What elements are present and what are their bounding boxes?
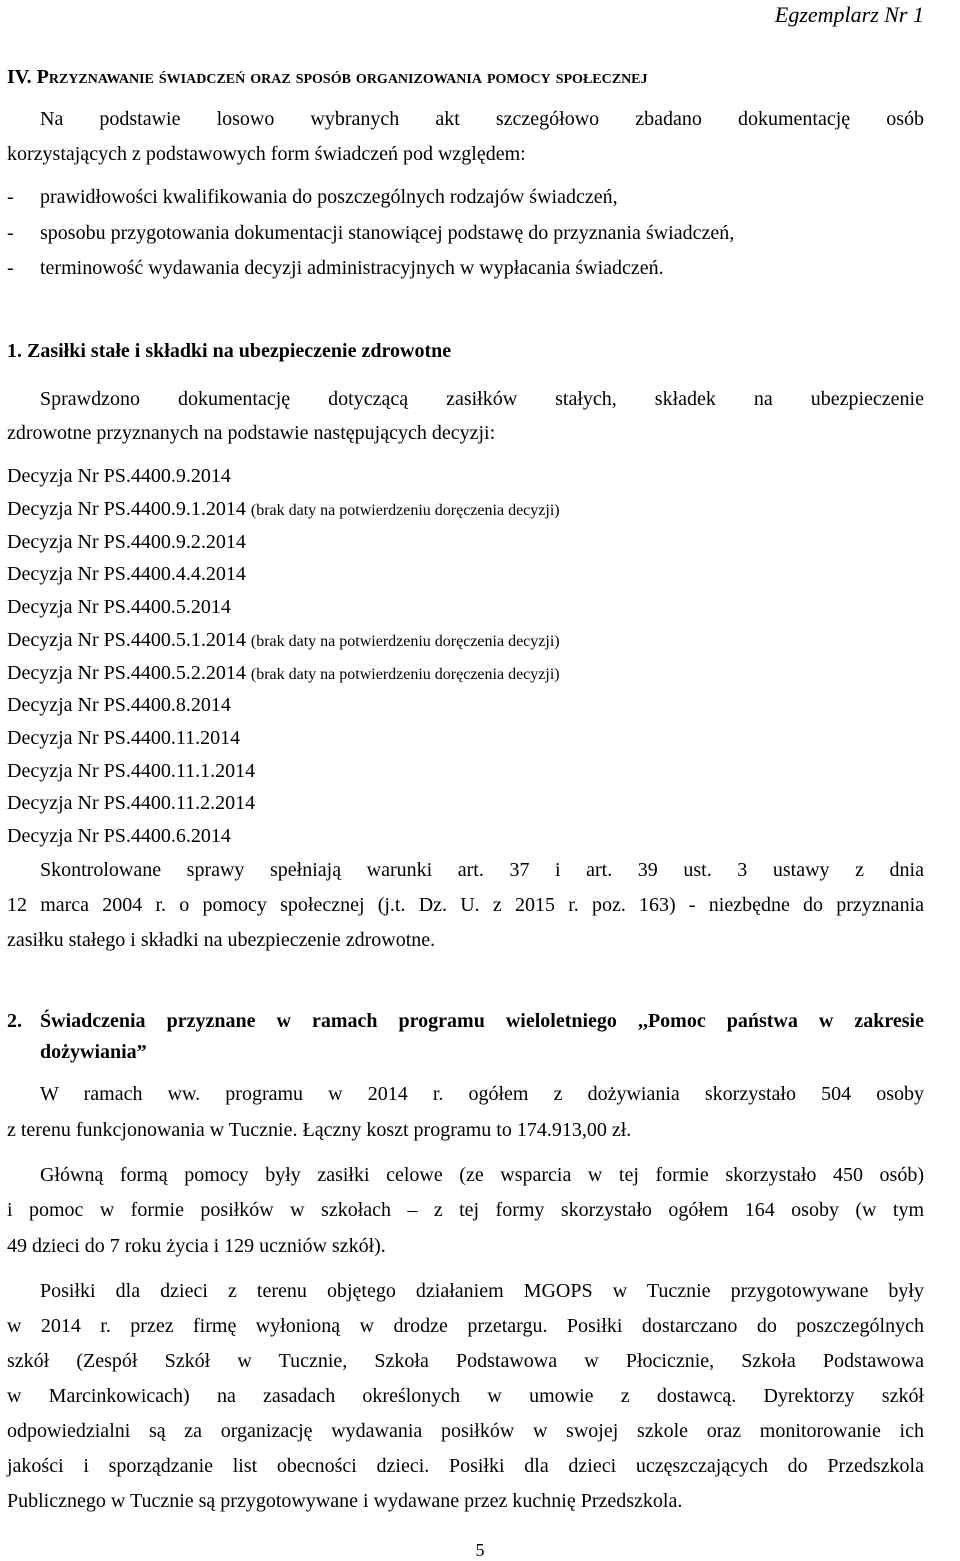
- section-heading: [7, 66, 648, 89]
- decision-item: [7, 792, 255, 815]
- sub2-p3-line-5: odpowiedzialni są za organizację wydawania posiłków w swojej szkole oraz monitorowanie ich: [7, 1420, 924, 1442]
- sub2-p1-line-2: z terenu funkcjonowania w Tucznie. Łączny koszt programu to 174.913,00 zł.: [7, 1119, 632, 1141]
- decision-text: Decyzja Nr PS.4400.5.1.2014: [7, 629, 246, 651]
- copy-label: Egzemplarz Nr 1: [774, 2, 924, 27]
- intro-line-1: Na podstawie losowo wybranych akt szczegółowo zbadano dokumentację osób: [40, 108, 924, 130]
- sub1-p1-line-2: zdrowotne przyznanych na podstawie następujących decyzji:: [7, 422, 496, 444]
- decision-item: [7, 662, 560, 685]
- decision-item: [7, 727, 240, 750]
- subsection-2-heading-line-2: dożywiania”: [40, 1041, 147, 1063]
- sub2-p3-line-3: szkół (Zespół Szkół w Tucznie, Szkoła Podstawowa w Płocicznie, Szkoła Podstawowa: [7, 1350, 924, 1372]
- sub2-p3-line-1: Posiłki dla dzieci z terenu objętego działaniem MGOPS w Tucznie przygotowywane były: [40, 1280, 924, 1302]
- bullet-item: [0, 222, 960, 252]
- sub2-p3-line-2: w 2014 r. przez firmę wyłonioną w drodze przetargu. Posiłki dostarczano do poszczególnych: [7, 1315, 924, 1337]
- page-number: 5: [475, 1540, 485, 1560]
- bullet-text: terminowość wydawania decyzji administracyjnych w wypłacania świadczeń.: [40, 257, 664, 279]
- bullet-text: sposobu przygotowania dokumentacji stanowiącej podstawę do przyznania świadczeń,: [40, 222, 735, 244]
- subsection-1-heading: 1. Zasiłki stałe i składki na ubezpieczenie zdrowotne: [7, 340, 452, 362]
- decision-item: [7, 694, 231, 717]
- decision-note: (brak daty na potwierdzeniu doręczenia decyzji): [250, 666, 560, 683]
- sub2-p3-line-4: w Marcinkowicach) na zasadach określonych w umowie z dostawcą. Dyrektorzy szkół: [7, 1385, 924, 1407]
- decision-text: Decyzja Nr PS.4400.9.1.2014: [7, 498, 246, 520]
- bullet-item: [0, 186, 960, 216]
- sub1-p2-line-1: Skontrolowane sprawy spełniają warunki art. 37 i art. 39 ust. 3 ustawy z dnia: [40, 859, 924, 881]
- sub1-p2-line-3: zasiłku stałego i składki na ubezpieczenie zdrowotne.: [7, 929, 436, 951]
- decision-text: Decyzja Nr PS.4400.11.1.2014: [7, 760, 256, 782]
- subsection-2-number: 2.: [7, 1010, 22, 1032]
- decision-item: [7, 629, 560, 652]
- decision-text: Decyzja Nr PS.4400.11.2.2014: [7, 792, 256, 814]
- sub2-p2-line-3: 49 dzieci do 7 roku życia i 129 uczniów szkół).: [7, 1235, 386, 1257]
- sub2-p2-line-2: i pomoc w formie posiłków w szkołach – z tej formy skorzystało ogółem 164 osoby (w tym: [7, 1199, 924, 1221]
- bullet-item: [0, 257, 960, 287]
- sub2-p1-line-1: W ramach ww. programu w 2014 r. ogółem z dożywiania skorzystało 504 osoby: [40, 1083, 924, 1105]
- sub1-p2-line-2: 12 marca 2004 r. o pomocy społecznej (j.t. Dz. U. z 2015 r. poz. 163) - niezbędne do przyznania: [7, 894, 924, 916]
- decision-text: Decyzja Nr PS.4400.5.2.2014: [7, 662, 246, 684]
- decision-item: [7, 596, 231, 619]
- bullet-text: prawidłowości kwalifikowania do poszczególnych rodzajów świadczeń,: [40, 186, 618, 208]
- decision-text: Decyzja Nr PS.4400.8.2014: [7, 694, 231, 716]
- decision-text: Decyzja Nr PS.4400.11.2014: [7, 727, 241, 749]
- decision-note: (brak daty na potwierdzeniu doręczenia decyzji): [250, 633, 560, 650]
- decision-text: Decyzja Nr PS.4400.6.2014: [7, 825, 231, 847]
- bullet-dash: -: [7, 257, 14, 279]
- decision-text: Decyzja Nr PS.4400.9.2014: [7, 465, 231, 487]
- sub1-p1-line-1: Sprawdzono dokumentację dotyczącą zasiłków stałych, składek na ubezpieczenie: [40, 388, 924, 410]
- decision-item: [7, 465, 231, 488]
- decision-item: [7, 498, 560, 521]
- decision-text: Decyzja Nr PS.4400.4.4.2014: [7, 563, 246, 585]
- intro-line-2: korzystających z podstawowych form świadczeń pod względem:: [7, 143, 526, 165]
- bullet-dash: -: [7, 186, 14, 208]
- section-title: Przyznawanie świadczeń oraz sposób organizowania pomocy społecznej: [36, 66, 648, 88]
- subsection-2-heading-line-1: Świadczenia przyznane w ramach programu wieloletniego ,,Pomoc państwa w zakresie: [40, 1010, 924, 1032]
- sub2-p3-line-6: jakości i sporządzanie list obecności dzieci. Posiłki dla dzieci uczęszczających do Przedszkola: [7, 1455, 924, 1477]
- sub2-p2-line-1: Główną formą pomocy były zasiłki celowe (ze wsparcia w tej formie skorzystało 450 osób): [40, 1164, 924, 1186]
- sub2-p3-line-7: Publicznego w Tucznie są przygotowywane i wydawane przez kuchnię Przedszkola.: [7, 1490, 683, 1512]
- decision-item: [7, 825, 231, 848]
- bullet-dash: -: [7, 222, 14, 244]
- decision-text: Decyzja Nr PS.4400.9.2.2014: [7, 531, 246, 553]
- section-number: IV.: [7, 66, 32, 88]
- decision-text: Decyzja Nr PS.4400.5.2014: [7, 596, 231, 618]
- decision-item: [7, 563, 246, 586]
- decision-item: [7, 760, 255, 783]
- decision-note: (brak daty na potwierdzeniu doręczenia decyzji): [250, 502, 560, 519]
- decision-item: [7, 531, 246, 554]
